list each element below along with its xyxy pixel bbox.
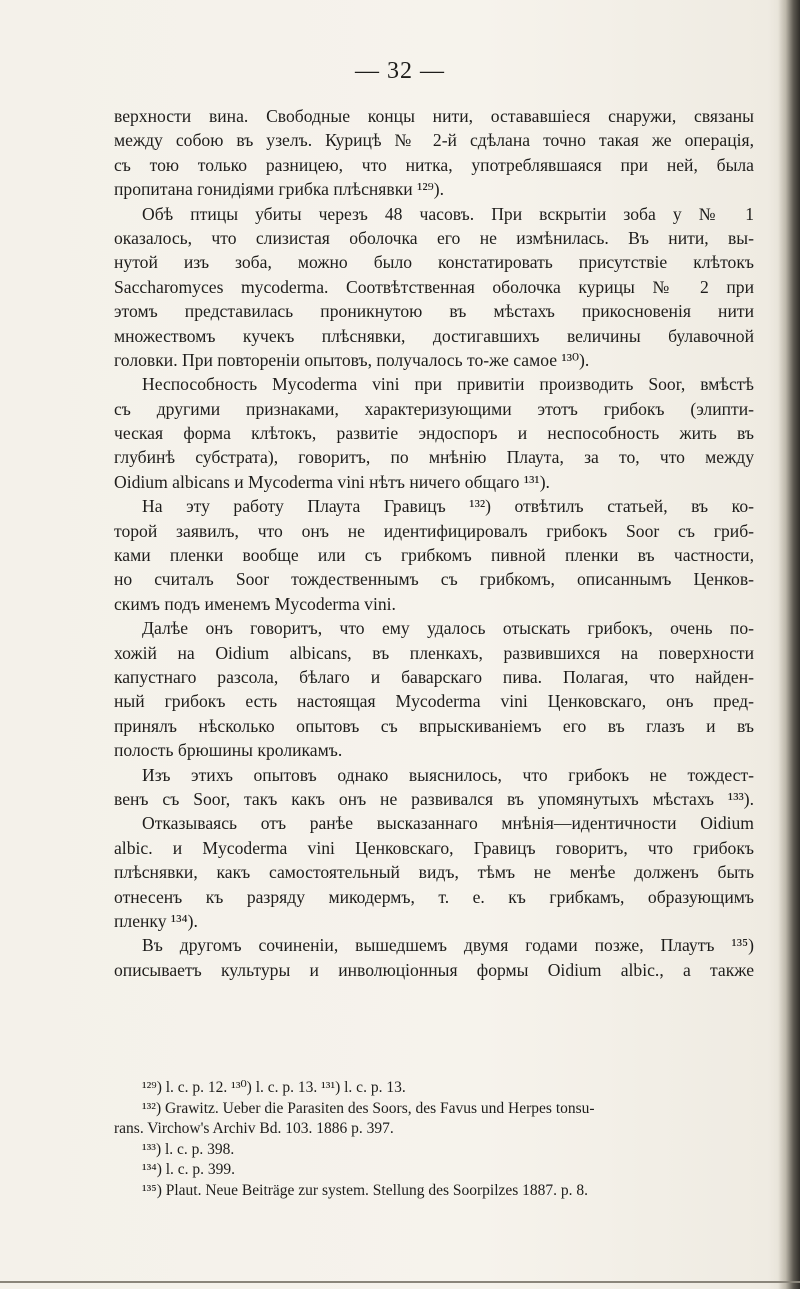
text-line: венъ съ Soor, такъ какъ онъ не развивался въ упомянутыхъ мѣстахъ ¹³³). [114,788,754,809]
text-line: капустнаго разсола, бѣлаго и баварскаго пива. Полагая, что найден- [114,666,754,687]
text-line: На эту работу Плаута Гравицъ ¹³²) отвѣтилъ статьей, въ ко- [142,496,754,517]
footnote-line: ¹³³) l. c. p. 398. [142,1140,235,1158]
text-line: ками пленки вообще или съ грибкомъ пивной пленки въ частности, [114,545,754,566]
text-line: Изъ этихъ опытовъ однако выяснилось, что грибокъ не тождест- [142,764,754,785]
text-line: описываетъ культуры и инволюціонныя формы Oidium albic., а также [114,959,754,980]
text-line: принялъ нѣсколько опытовъ съ впрыскиваніемъ его въ глазъ и въ [114,715,754,736]
text-line: съ другими признаками, характеризующими этотъ грибокъ (элипти- [114,398,754,419]
text-line: съ тою только разницею, что нитка, употреблявшаяся при ней, была [114,154,754,175]
text-line: Oidium albicans и Mycoderma vini нѣтъ ничего общаго ¹³¹). [114,471,550,492]
text-line: оказалось, что слизистая оболочка его не измѣнилась. Въ нити, вы- [114,227,754,248]
text-line: albic. и Mycoderma vini Ценковскаго, Гравицъ говоритъ, что грибокъ [114,837,754,858]
text-line: этомъ представилась проникнутою въ мѣстахъ прикосновенія нити [114,301,754,322]
footnote-line: rans. Virchow's Archiv Bd. 103. 1886 p. 397. [114,1120,394,1137]
text-line: нутой изъ зоба, можно было констатировать присутствіе клѣтокъ [114,252,754,273]
text-line: торой заявилъ, что онъ не идентифицировалъ грибокъ Soor съ гриб- [114,520,754,541]
footnote-line: ¹³²) Grawitz. Ueber die Parasiten des Soors, des Favus und Herpes tonsu- [142,1099,595,1117]
footnote-line: ¹²⁹) l. c. p. 12. ¹³⁰) l. c. p. 13. ¹³¹) l. c. p. 13. [142,1079,406,1096]
body-text [114,104,754,982]
text-line: множествомъ кучекъ плѣснявки, достигавшихъ величины булавочной [114,325,754,346]
footnote-line: ¹³⁴) l. c. p. 399. [142,1161,236,1178]
text-line: верхности вина. Свободные концы нити, остававшіеся снаружи, связаны [114,106,754,126]
text-line: хожій на Oidium albicans, въ пленкахъ, развившихся на поверхности [114,642,754,663]
text-line: отнесенъ къ разряду микодермъ, т. е. къ грибкамъ, образующимъ [114,886,754,907]
text-line: Отказываясь отъ ранѣе высказаннаго мнѣнія—идентичности Oidium [142,813,754,834]
page-edge-shadow [778,0,800,1289]
bottom-rule [0,1281,800,1283]
text-line: ческая форма клѣтокъ, развитіе эндоспоръ и неспособность жить въ [114,423,754,444]
text-line: пленку ¹³⁴). [114,910,198,931]
text-line: но считалъ Soor тождественнымъ съ грибкомъ, описаннымъ Ценков- [114,569,754,590]
text-line: скимъ подъ именемъ Mycoderma vini. [114,593,396,614]
text-line: Saccharomyces mycoderma. Соотвѣтственная оболочка курицы № 2 при [114,276,754,297]
footnote-line: ¹³⁵) Plaut. Neue Beiträge zur system. Stellung des Soorpilzes 1887. p. 8. [142,1181,589,1199]
text-line: Неспособность Mycoderma vini при привитіи производить Soor, вмѣстѣ [142,374,754,395]
text-line: пропитана гонидіями грибка плѣснявки ¹²⁹). [114,179,445,200]
text-line: Далѣе онъ говоритъ, что ему удалось отыскать грибокъ, очень по- [142,618,754,639]
text-line: ный грибокъ есть настоящая Mycoderma vini Ценковскаго, онъ пред- [114,691,754,712]
text-line: глубинѣ субстрата), говоритъ, по мнѣнію Плаута, за то, что между [114,447,754,468]
footnotes [114,1078,754,1201]
page-number: — 32 — [355,58,445,84]
text-line: головки. При повтореніи опытовъ, получалось то-же самое ¹³⁰). [114,349,590,370]
text-line: Обѣ птицы убиты черезъ 48 часовъ. При вскрытіи зоба у № 1 [142,203,754,224]
text-line: Въ другомъ сочиненіи, вышедшемъ двумя годами позже, Плаутъ ¹³⁵) [142,935,754,956]
text-line: плѣснявки, какъ самостоятельный видъ, тѣмъ не менѣе долженъ быть [114,862,754,883]
text-line: полость брюшины кроликамъ. [114,740,343,761]
text-line: между собою въ узелъ. Курицѣ № 2-й сдѣлана точно такая же операція, [114,130,754,151]
